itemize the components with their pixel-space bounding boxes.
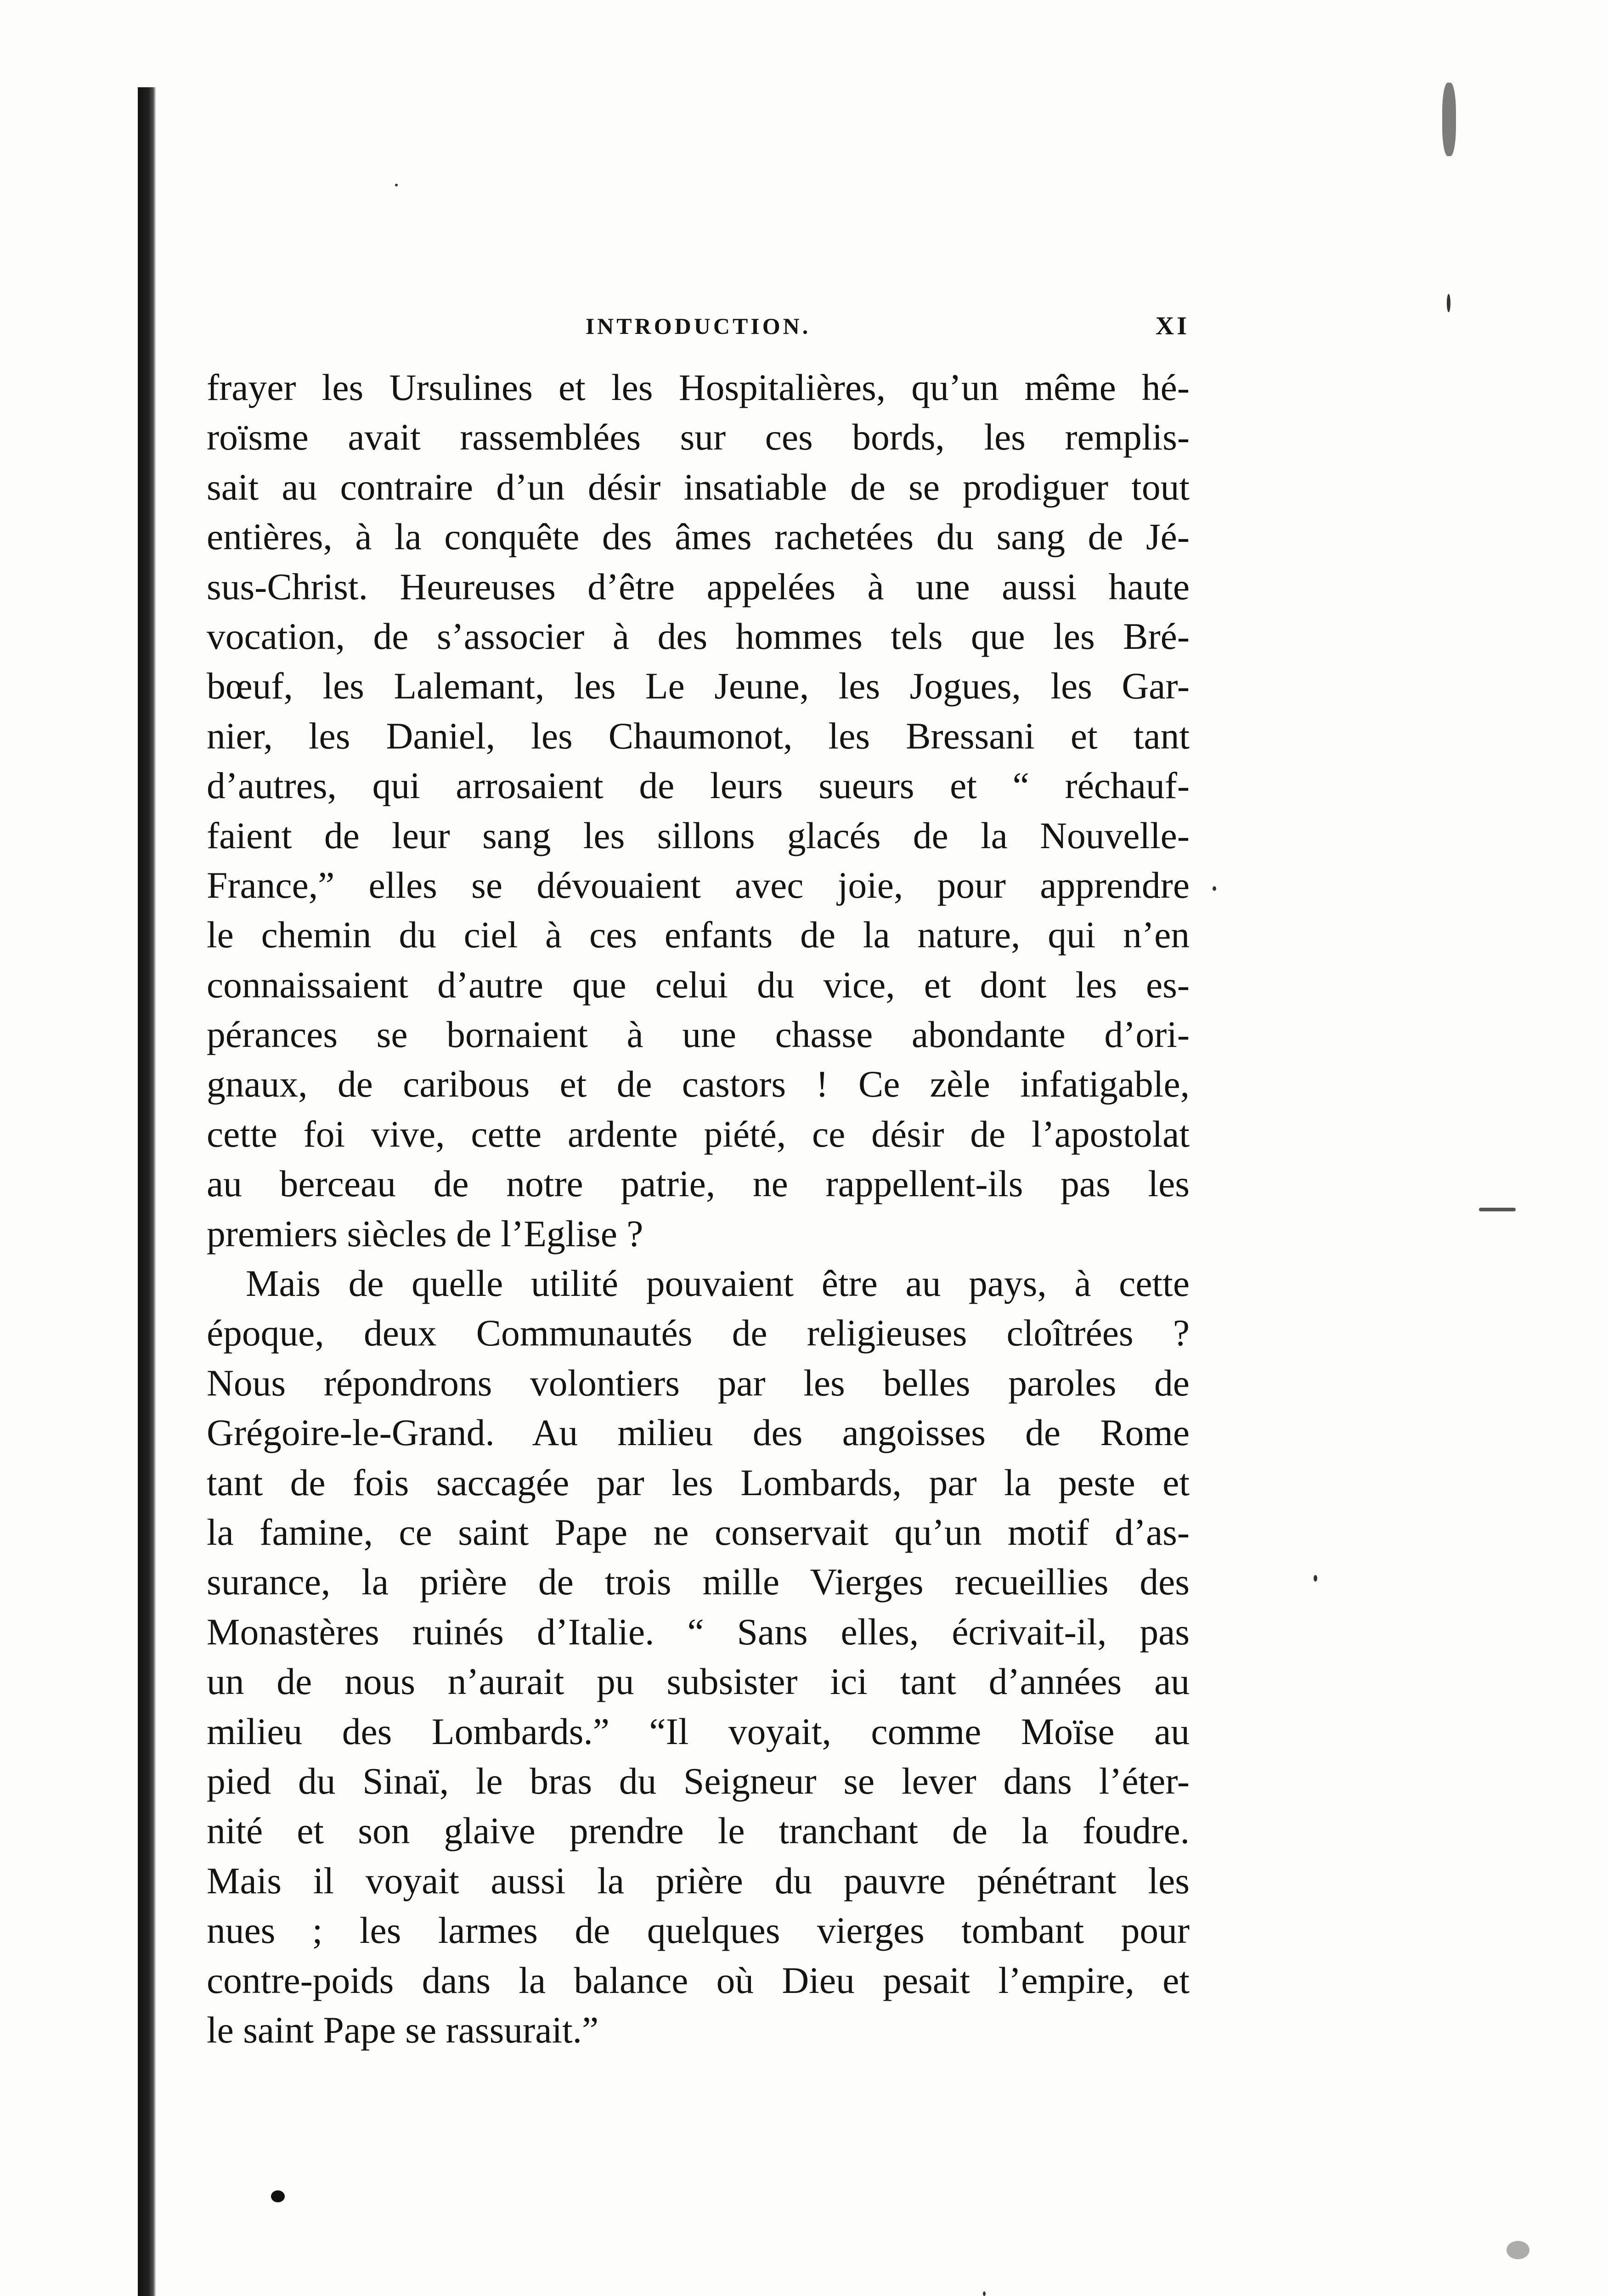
page-header — [207, 305, 1190, 347]
text-line: sait au contraire d’un désir insatiable de se prodiguer tout — [207, 466, 1190, 508]
text-line: faient de leur sang les sillons glacés de la Nouvelle- — [207, 814, 1190, 856]
text-line: gnaux, de caribous et de castors ! Ce zèle infatigable, — [207, 1063, 1190, 1105]
paragraph — [207, 1259, 1190, 2055]
page-number: XI — [1155, 312, 1190, 340]
text-line: bœuf, les Lalemant, les Le Jeune, les Jogues, les Gar- — [207, 665, 1190, 707]
text-line: le saint Pape se rassurait.” — [207, 2009, 599, 2051]
text-line: vocation, de s’associer à des hommes tels que les Bré- — [207, 615, 1190, 657]
scan-speck — [1314, 1575, 1317, 1581]
text-line: Monastères ruinés d’Italie. “ Sans elles, écrivait-il, pas — [207, 1610, 1190, 1653]
text-line: roïsme avait rassemblées sur ces bords, les remplis- — [207, 416, 1190, 458]
body-text — [207, 363, 1190, 2055]
text-line: époque, deux Communautés de religieuses cloîtrées ? — [207, 1312, 1190, 1354]
text-line: nier, les Daniel, les Chaumonot, les Bressani et tant — [207, 715, 1190, 757]
text-line: au berceau de notre patrie, ne rappellent-ils pas les — [207, 1163, 1190, 1205]
text-line: frayer les Ursulines et les Hospitalières, qu’un même hé- — [207, 366, 1190, 408]
scan-speck — [1442, 83, 1456, 156]
scan-speck — [983, 2291, 986, 2296]
scan-speck — [1213, 886, 1216, 891]
paragraph — [207, 363, 1190, 1259]
text-line: cette foi vive, cette ardente piété, ce désir de l’apostolat — [207, 1113, 1190, 1155]
text-line: premiers siècles de l’Eglise ? — [207, 1212, 643, 1255]
text-line: surance, la prière de trois mille Vierges recueillies des — [207, 1561, 1190, 1603]
scan-speck — [395, 184, 398, 186]
binding-edge-shadow — [138, 87, 156, 2296]
text-line: Mais il voyait aussi la prière du pauvre pénétrant les — [207, 1859, 1190, 1902]
text-line: le chemin du ciel à ces enfants de la nature, qui n’en — [207, 914, 1190, 956]
text-line: Mais de quelle utilité pouvaient être au pays, à cette — [246, 1262, 1190, 1305]
text-line: Grégoire-le-Grand. Au milieu des angoisses de Rome — [207, 1412, 1190, 1454]
text-line: tant de fois saccagée par les Lombards, par la peste et — [207, 1461, 1190, 1503]
text-line: un de nous n’aurait pu subsister ici tant d’années au — [207, 1660, 1190, 1703]
text-line: Nous répondrons volontiers par les belles paroles de — [207, 1362, 1190, 1404]
text-line: d’autres, qui arrosaient de leurs sueurs et “ réchauf- — [207, 765, 1190, 807]
text-line: sus-Christ. Heureuses d’être appelées à une aussi haute — [207, 565, 1190, 608]
text-line: France,” elles se dévouaient avec joie, pour apprendre — [207, 864, 1190, 906]
text-line: milieu des Lombards.” “Il voyait, comme Moïse au — [207, 1710, 1190, 1752]
text-line: la famine, ce saint Pape ne conservait qu’un motif d’as- — [207, 1511, 1190, 1553]
text-line: pied du Sinaï, le bras du Seigneur se lever dans l’éter- — [207, 1760, 1190, 1802]
scan-speck — [1447, 294, 1450, 312]
text-line: pérances se bornaient à une chasse abondante d’ori- — [207, 1013, 1190, 1056]
text-line: entières, à la conquête des âmes rachetées du sang de Jé- — [207, 516, 1190, 558]
scan-speck — [1479, 1208, 1516, 1211]
scan-speck — [271, 2190, 285, 2202]
text-line: contre-poids dans la balance où Dieu pesait l’empire, et — [207, 1959, 1190, 2001]
running-head: INTRODUCTION. — [585, 313, 811, 339]
text-line: connaissaient d’autre que celui du vice, et dont les es- — [207, 963, 1190, 1006]
text-line: nues ; les larmes de quelques vierges tombant pour — [207, 1909, 1190, 1952]
text-line: nité et son glaive prendre le tranchant de la foudre. — [207, 1810, 1190, 1852]
scan-speck — [1506, 2241, 1529, 2259]
